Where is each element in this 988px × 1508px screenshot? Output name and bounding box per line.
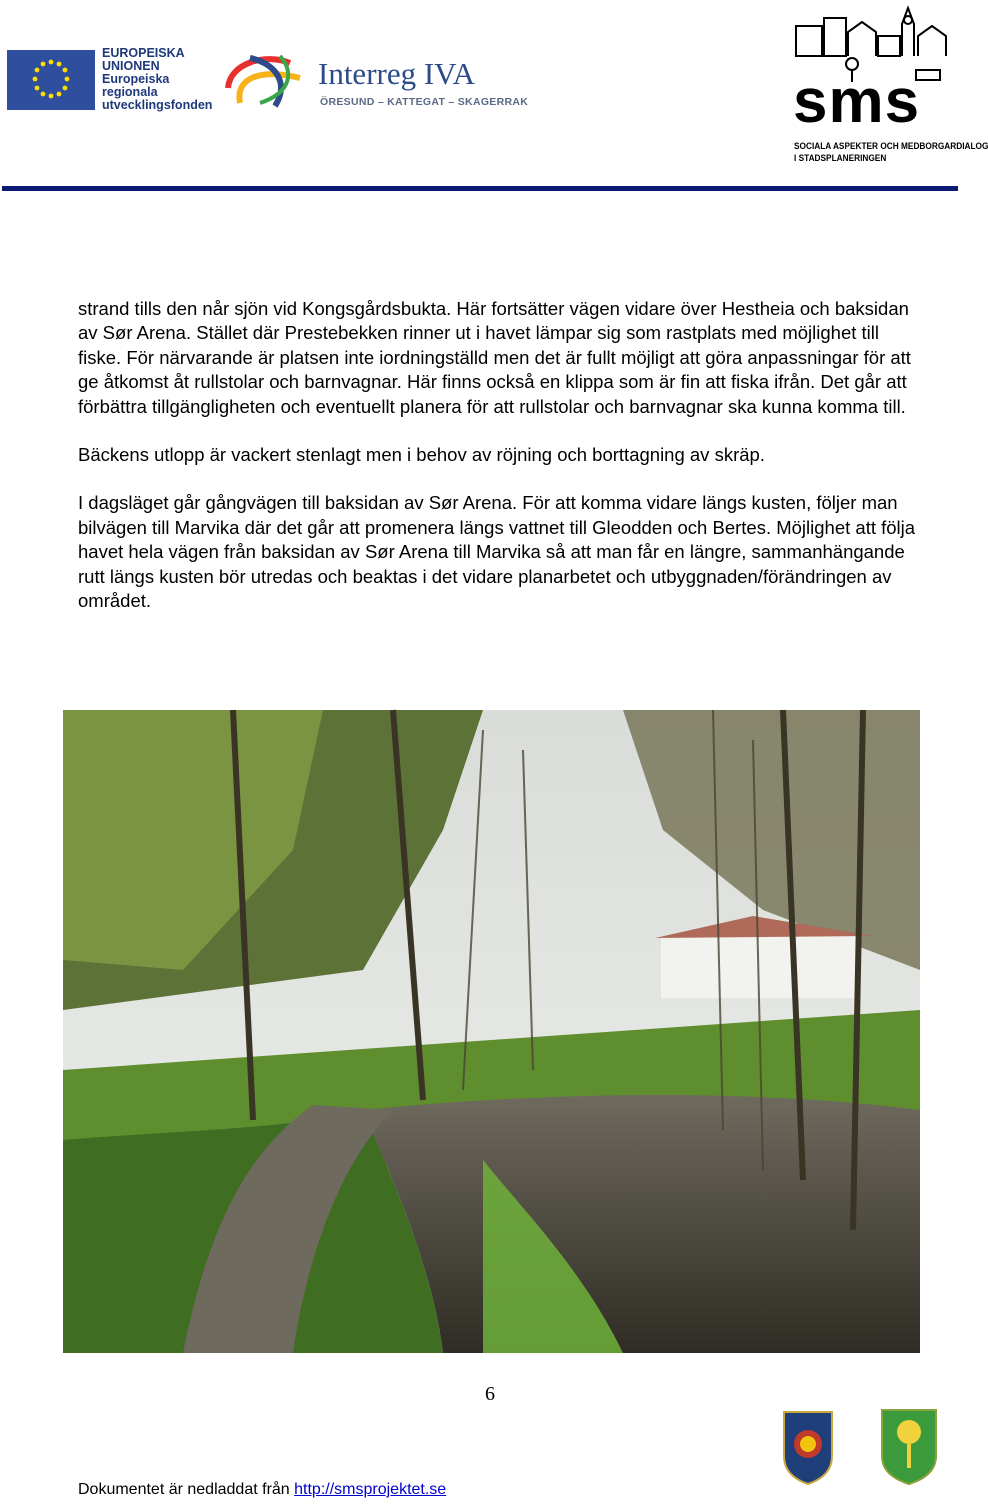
footer-link[interactable]: http://smsprojektet.se (294, 1481, 447, 1498)
footer (78, 1481, 446, 1499)
eu-logo-text (102, 47, 212, 112)
page-number: 6 (485, 1383, 495, 1405)
sms-tagline-line: SOCIALA ASPEKTER OCH MEDBORGARDIALOG (794, 141, 988, 151)
kristiansand-crest-icon (778, 1406, 838, 1496)
paragraph: Bäckens utlopp är vackert stenlagt men i behov av röjning och borttagning av skräp. (78, 444, 765, 466)
eu-flag-logo (7, 50, 95, 110)
landscape-photo-image (63, 710, 920, 1353)
eu-line: EUROPEISKA (102, 46, 185, 60)
eu-line: Europeiska (102, 72, 170, 86)
body-text (78, 297, 918, 637)
paragraph: strand tills den når sjön vid Kongsgårdsbukta. Här fortsätter vägen vidare över Hestheia och baksidan av Sør Arena. Stället där Prestebekken rinner ut i havet lämpar sig som rastplats med möjlighet till fiske. För närvarande är platsen inte iordningställd men det är fullt möjligt att göra anpassningar för att ge åtkomst åt rullstolar och barnvagnar. Här finns också en klippa som är fin att fiska ifrån. Det går att förbättra tillgängligheten och eventuellt planera för att rullstolar och barnvagnar ska kunna komma till. (78, 298, 911, 417)
eu-line: utvecklingsfonden (102, 98, 213, 112)
stream-path-photo (63, 710, 920, 1353)
page-header (0, 0, 988, 195)
eu-line: regionala (102, 85, 158, 99)
vest-agder-crest-icon (876, 1406, 942, 1494)
sms-tagline-line: I STADSPLANERINGEN (794, 153, 887, 163)
eu-stars-icon (7, 50, 95, 110)
interreg-swirl-icon (220, 48, 310, 110)
eu-line: UNIONEN (102, 59, 160, 73)
interreg-subtitle: ÖRESUND – KATTEGAT – SKAGERRAK (320, 96, 529, 108)
sms-logo-word: sms (793, 67, 921, 136)
paragraph: I dagsläget går gångvägen till baksidan av Sør Arena. För att komma vidare längs kusten, följer man bilvägen till Marvika där det går att promenera längs vattnet till Gleodden och Bertes. Möjlighet att följa havet hela vägen från baksidan av Sør Arena till Marvika så att man får en längre, sammanhängande rutt längs kusten bör utredas och beaktas i det vidare planarbetet och utbyggnaden/förändringen av området. (78, 492, 916, 612)
footer-prefix: Dokumentet är nedladdat från (78, 1481, 295, 1498)
header-divider (2, 186, 958, 191)
sms-tagline (794, 140, 988, 164)
interreg-title: Interreg IVA (318, 56, 475, 91)
